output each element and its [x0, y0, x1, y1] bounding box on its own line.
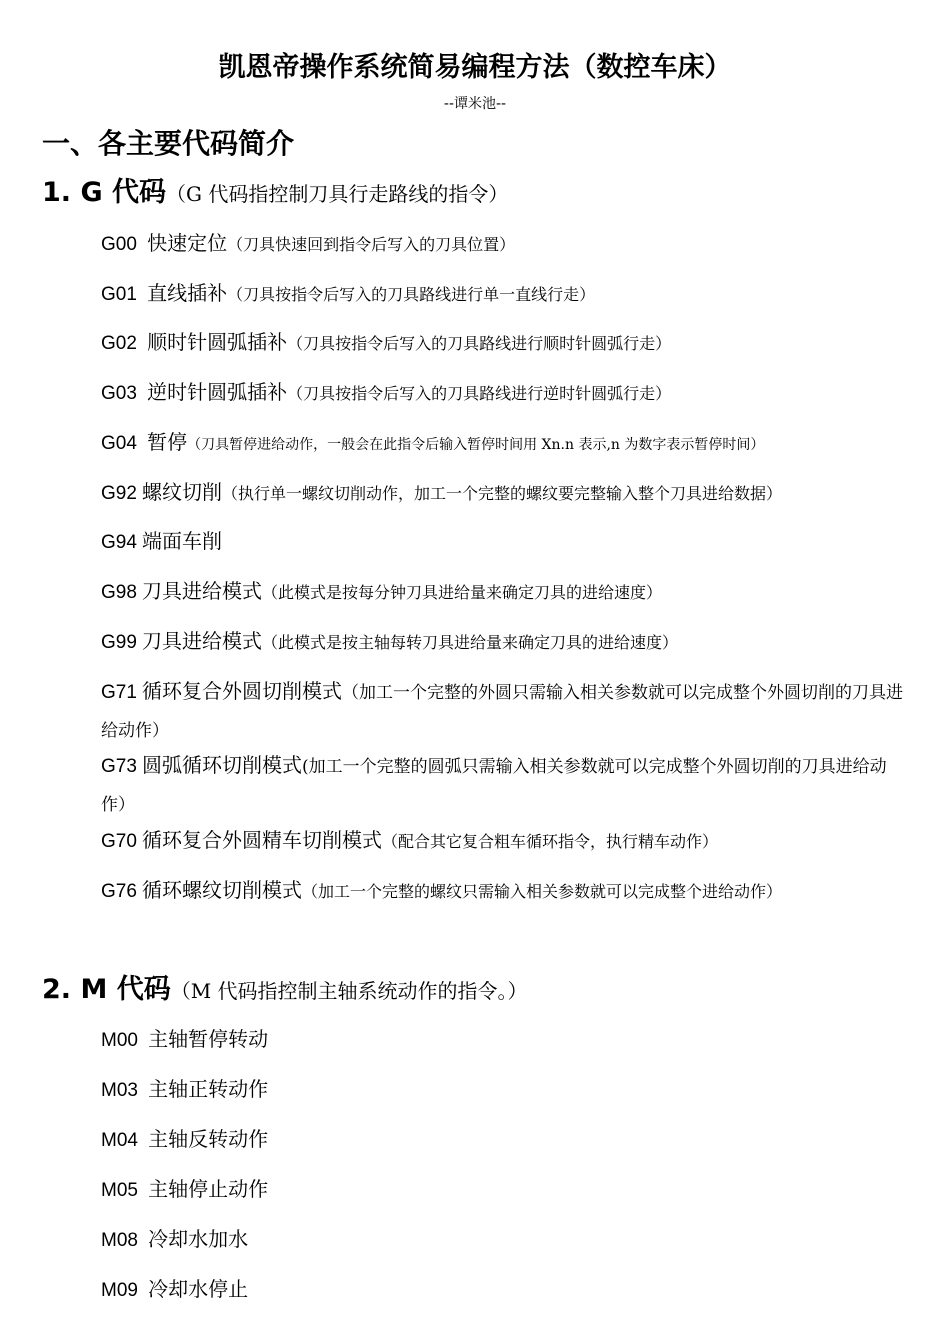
document-title: 凯恩帝操作系统简易编程方法（数控车床） — [218, 52, 732, 83]
g-code-description: （刀具按指令后写入的刀具路线进行顺时针圆弧行走） — [287, 334, 672, 353]
g-code-name: 刀具进给模式 — [142, 579, 263, 603]
g-code-item — [101, 673, 911, 750]
g-code-item — [101, 377, 911, 409]
m-code-item — [101, 1074, 911, 1106]
m-code-number: M00 — [101, 1030, 138, 1051]
m-code-name: 主轴停止动作 — [148, 1177, 269, 1201]
g-code-number: G01 — [101, 284, 137, 305]
g-code-name: 直线插补 — [147, 281, 228, 305]
m-code-heading-title: 2. M 代码 — [42, 974, 171, 1005]
g-code-item — [101, 278, 911, 310]
m-code-number: M05 — [101, 1180, 138, 1201]
g-code-description: （此模式是按主轴每转刀具进给量来确定刀具的进给速度） — [262, 633, 679, 652]
g-code-item — [101, 427, 911, 460]
g-code-name: 刀具进给模式 — [142, 629, 263, 653]
g-code-number: G99 — [101, 632, 137, 653]
g-code-name: 循环复合外圆精车切削模式 — [142, 828, 383, 852]
g-code-description: （加工一个完整的螺纹只需输入相关参数就可以完成整个进给动作） — [302, 882, 783, 901]
g-code-number: G70 — [101, 831, 137, 852]
m-code-item — [101, 1274, 911, 1306]
g-code-item — [101, 327, 911, 359]
m-code-item — [101, 1224, 911, 1256]
g-code-name: 暂停 — [147, 430, 188, 454]
m-code-number: M09 — [101, 1280, 138, 1301]
m-code-name: 主轴反转动作 — [148, 1127, 269, 1151]
g-code-name: 顺时针圆弧插补 — [147, 330, 288, 354]
g-code-description: （加工一个完整的外圆只需输入相关参数就可以完成整个外圆切削的刀具进给动作） — [101, 683, 904, 741]
g-code-item — [101, 477, 911, 509]
m-code-name: 主轴正转动作 — [148, 1077, 269, 1101]
g-code-name: 循环螺纹切削模式 — [142, 878, 303, 902]
g-code-number: G73 — [101, 756, 137, 777]
g-code-description: （配合其它复合粗车循环指令，执行精车动作） — [382, 832, 719, 851]
m-code-heading — [42, 970, 528, 1011]
g-code-heading — [42, 173, 508, 214]
g-code-description: （刀具快速回到指令后写入的刀具位置） — [227, 235, 516, 254]
g-code-number: G94 — [101, 532, 137, 553]
g-code-number: G98 — [101, 582, 137, 603]
g-code-number: G00 — [101, 234, 137, 255]
m-code-number: M04 — [101, 1130, 138, 1151]
g-code-description: (加工一个完整的圆弧只需输入相关参数就可以完成整个外圆切削的刀具进给动作） — [101, 757, 887, 815]
m-code-heading-note: （M 代码指控制主轴系统动作的指令。） — [170, 979, 528, 1003]
g-code-item — [101, 228, 911, 260]
g-code-heading-title: 1. G 代码 — [42, 177, 167, 208]
g-code-name: 圆弧循环切削模式 — [142, 753, 303, 777]
g-code-item — [101, 875, 911, 907]
g-code-item — [101, 576, 911, 608]
g-code-item — [101, 626, 911, 658]
g-code-description: （执行单一螺纹切削动作，加工一个完整的螺纹要完整输入整个刀具进给数据） — [222, 484, 783, 503]
g-code-description: （刀具按指令后写入的刀具路线进行单一直线行走） — [227, 285, 596, 304]
m-code-name: 冷却水加水 — [148, 1227, 249, 1251]
g-code-name: 端面车削 — [142, 529, 223, 553]
g-code-name: 螺纹切削 — [142, 480, 223, 504]
m-code-name: 主轴暂停转动 — [148, 1027, 269, 1051]
g-code-number: G76 — [101, 881, 137, 902]
m-code-number: M03 — [101, 1080, 138, 1101]
g-code-heading-note: （G 代码指控制刀具行走路线的指令） — [166, 182, 509, 206]
g-code-item — [101, 526, 911, 558]
section-heading-code-intro: 一、各主要代码简介 — [42, 127, 295, 160]
g-code-number: G71 — [101, 682, 137, 703]
m-code-item — [101, 1174, 911, 1206]
g-code-description: （刀具按指令后写入的刀具路线进行逆时针圆弧行走） — [287, 384, 672, 403]
m-code-item — [101, 1024, 911, 1056]
g-code-name: 循环复合外圆切削模式 — [142, 679, 343, 703]
g-code-number: G92 — [101, 483, 137, 504]
g-code-description: （此模式是按每分钟刀具进给量来确定刀具的进给速度） — [262, 583, 663, 602]
g-code-number: G03 — [101, 383, 137, 404]
g-code-number: G02 — [101, 333, 137, 354]
g-code-item — [101, 747, 911, 824]
document-author: --谭米池-- — [443, 96, 507, 112]
g-code-description: （刀具暂停进给动作，一般会在此指令后输入暂停时间用 Xn.n 表示,n 为数字表示暂停时间） — [187, 437, 765, 453]
m-code-item — [101, 1124, 911, 1156]
g-code-name: 逆时针圆弧插补 — [147, 380, 288, 404]
g-code-number: G04 — [101, 433, 137, 454]
g-code-item — [101, 825, 911, 857]
m-code-number: M08 — [101, 1230, 138, 1251]
g-code-name: 快速定位 — [147, 231, 228, 255]
m-code-name: 冷却水停止 — [148, 1277, 249, 1301]
